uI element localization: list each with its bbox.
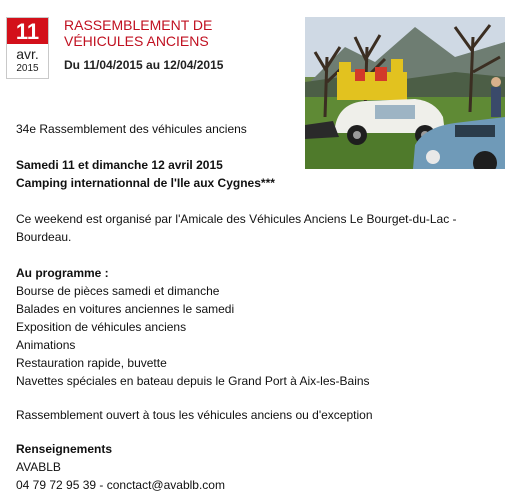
open-to-text: Rassemblement ouvert à tous les véhicules anciens ou d'exception <box>16 408 373 422</box>
event-title[interactable]: RASSEMBLEMENT DE VÉHICULES ANCIENS <box>64 17 213 49</box>
date-month: avr. <box>16 46 39 62</box>
programme-title: Au programme : <box>16 266 109 280</box>
programme-item: Bourse de pièces samedi et dimanche <box>16 284 220 298</box>
programme-item: Restauration rapide, buvette <box>16 356 167 370</box>
programme-item: Exposition de véhicules anciens <box>16 320 187 334</box>
event-dates: Du 11/04/2015 au 12/04/2015 <box>64 58 224 72</box>
event-where: Camping internationnal de l'Ile aux Cygnes*** <box>16 176 275 190</box>
intro-line-2: Bourdeau. <box>16 230 72 244</box>
event-description <box>16 120 506 494</box>
info-contact[interactable]: 04 79 72 95 39 - conctact@avablb.com <box>16 478 225 492</box>
programme-item: Balades en voitures anciennes le samedi <box>16 302 235 316</box>
intro-line-1: Ce weekend est organisé par l'Amicale des Véhicules Anciens Le Bourget-du-Lac - <box>16 212 457 226</box>
description-heading: 34e Rassemblement des véhicules anciens <box>16 122 247 136</box>
date-day: 11 <box>7 18 48 44</box>
date-badge <box>6 17 49 79</box>
programme-item: Navettes spéciales en bateau depuis le Grand Port à Aix-les-Bains <box>16 374 370 388</box>
date-year: 2015 <box>16 63 39 74</box>
event-when: Samedi 11 et dimanche 12 avril 2015 <box>16 158 223 172</box>
info-organisation: AVABLB <box>16 460 61 474</box>
programme-item: Animations <box>16 338 76 352</box>
info-title: Renseignements <box>16 442 113 456</box>
